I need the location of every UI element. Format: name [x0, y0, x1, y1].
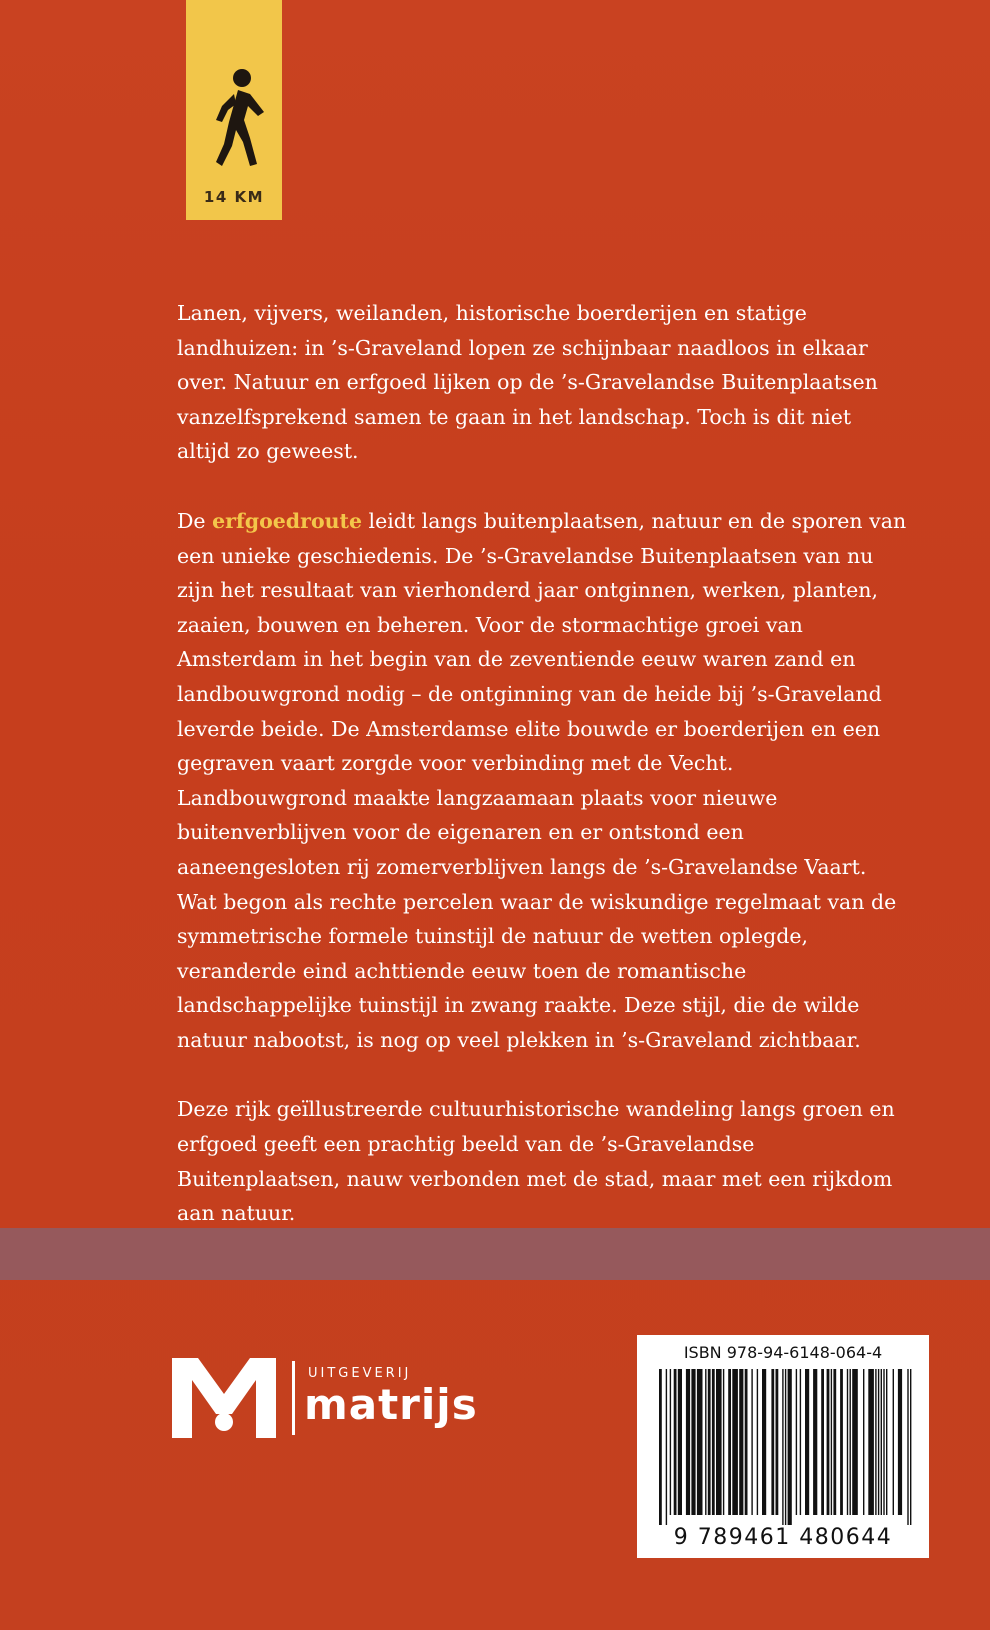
- barcode-bar: [697, 1369, 703, 1515]
- isbn-number: ISBN 978-94-6148-064-4: [683, 1343, 883, 1362]
- barcode-bar: [868, 1369, 874, 1515]
- barcode-bar: [723, 1369, 724, 1515]
- barcode-bar: [716, 1369, 722, 1515]
- barcode-bar: [776, 1369, 779, 1515]
- barcode-bar: [883, 1369, 884, 1515]
- barcode-bar: [863, 1369, 864, 1515]
- paragraph-route-body: leidt langs buitenplaatsen, natuur en de sporen van een unieke geschiedenis. De ’s-Gravelandse Buitenplaatsen van nu zijn het resultaat van vierhonderd jaar ontginnen, werken, planten, zaaien, bouwen en beheren. Voor de stormachtige groei van Amsterdam in het begin van de zeventiende eeuw waren zand en landbouwgrond nodig – de ontginning van de heide bij ’s-Graveland leverde beide. De Amsterdamse elite bouwde er boerderijen en een gegraven vaart zorgde voor verbinding met de Vecht. Landbouwgrond maakte langzaamaan plaats voor nieuwe buitenverblijven voor de eigenaren en er ontstond een aaneengesloten rij zomerverblijven langs de ’s-Gravelandse Vaart. Wat begon als rechte percelen waar de wiskundige regelmaat van de symmetrische formele tuinstijl de natuur de wetten oplegde, veranderde eind achttiende eeuw toen de romantische landschappelijke tuinstijl in zwang raakte. Deze stijl, die de wilde natuur nabootst, is nog op veel plekken in ’s-Graveland zichtbaar.: [177, 508, 907, 1052]
- matrijs-m-logo-icon: [172, 1358, 276, 1438]
- barcode-bar: [659, 1369, 662, 1525]
- barcode-digits: 9 789461 480644: [673, 1525, 893, 1550]
- logo-divider: [292, 1361, 295, 1435]
- barcode-bar: [796, 1369, 797, 1515]
- barcode-bar: [827, 1369, 830, 1515]
- barcode-bar: [674, 1369, 677, 1515]
- barcode-bar: [712, 1369, 715, 1515]
- barcode-bar: [831, 1369, 832, 1515]
- barcode-bar: [910, 1369, 911, 1525]
- walking-person-icon: [198, 68, 270, 172]
- barcode-bar: [691, 1369, 695, 1515]
- paragraph-intro: Lanen, vijvers, weilanden, historische boerderijen en statige landhuizen: in ’s-Graveland lopen ze schijnbaar naadloos in elkaar over. Natuur en erfgoed lijken op de ’s-Gravelandse Buitenplaatsen vanzelfsprekend samen te gaan in het landschap. Toch is dit niet altijd zo geweest.: [177, 301, 878, 464]
- publisher-logo: [172, 1358, 492, 1438]
- barcode-bar: [833, 1369, 836, 1515]
- barcode-bar: [757, 1369, 758, 1515]
- barcode-bar: [875, 1369, 876, 1515]
- barcode-bar: [686, 1369, 690, 1515]
- barcode-bar: [705, 1369, 706, 1515]
- barcode-bar: [800, 1369, 801, 1515]
- barcode-bar: [852, 1369, 858, 1515]
- barcode-bars: [657, 1369, 915, 1525]
- barcode-bar: [708, 1369, 711, 1515]
- barcode: [637, 1335, 929, 1558]
- publisher-name: matrijs: [304, 1380, 478, 1429]
- route-badge: [186, 0, 282, 220]
- barcode-bar: [893, 1369, 894, 1515]
- barcode-bar: [878, 1369, 879, 1515]
- barcode-bar: [670, 1369, 671, 1515]
- barcode-bar: [788, 1369, 792, 1525]
- barcode-bar: [751, 1369, 752, 1515]
- barcode-bar: [762, 1369, 766, 1515]
- barcode-bar: [666, 1369, 667, 1525]
- paragraph-route: [177, 504, 907, 1058]
- blurb-text: [177, 296, 907, 1231]
- barcode-bar: [785, 1369, 786, 1525]
- barcode-bar: [850, 1369, 851, 1515]
- barcode-bar: [898, 1369, 902, 1515]
- barcode-bar: [805, 1369, 809, 1515]
- barcode-bar: [907, 1369, 908, 1525]
- paragraph-closing: Deze rijk geïllustreerde cultuurhistorische wandeling langs groen en erfgoed geeft een prachtig beeld van de ’s-Gravelandse Buitenplaatsen, nauw verbonden met de stad, maar met een rijkdom aan natuur.: [177, 1097, 895, 1226]
- barcode-bar: [732, 1369, 738, 1515]
- paragraph-route-prefix: De: [177, 508, 213, 533]
- divider-band: [0, 1228, 990, 1280]
- barcode-bar: [771, 1369, 774, 1515]
- barcode-bar: [821, 1369, 824, 1515]
- barcode-bar: [886, 1369, 887, 1515]
- barcode-bar: [840, 1369, 843, 1515]
- barcode-bar: [739, 1369, 743, 1515]
- barcode-bar: [745, 1369, 748, 1515]
- route-distance: 14 KM: [203, 188, 265, 206]
- barcode-bar: [782, 1369, 783, 1525]
- publisher-label: UITGEVERIJ: [308, 1366, 412, 1381]
- barcode-bar: [678, 1369, 682, 1515]
- barcode-bar: [881, 1369, 882, 1515]
- highlight-erfgoedroute: erfgoedroute: [212, 508, 363, 533]
- barcode-bar: [728, 1369, 731, 1515]
- barcode-bar: [847, 1369, 848, 1515]
- barcode-bar: [813, 1369, 817, 1515]
